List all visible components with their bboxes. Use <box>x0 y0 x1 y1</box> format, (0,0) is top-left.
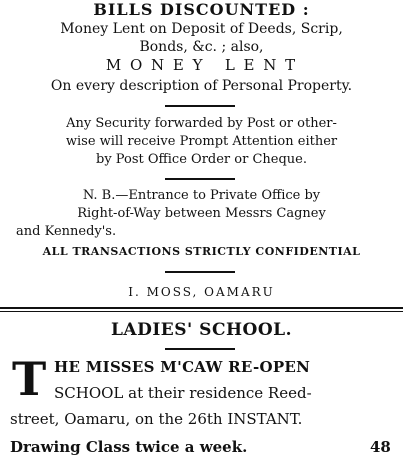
nb-line-2: Right-of-Way between Messrs Cagney <box>77 206 326 221</box>
security-line-1: Any Security forwarded by Post or other- <box>66 116 337 131</box>
school-line-3: street, Oamaru, on the 26th INSTANT. <box>10 410 303 428</box>
school-line-4: Drawing Class twice a week. <box>10 438 248 456</box>
security-line-2: wise will receive Prompt Attention either <box>65 134 338 149</box>
advertiser-signature: I. MOSS, OAMARU <box>128 285 275 299</box>
nb-line-3: and Kennedy's. <box>16 224 117 239</box>
confidential-line: ALL TRANSACTIONS STRICTLY CONFIDENTIAL <box>42 245 361 258</box>
nb-line-1: N. B.—Entrance to Private Office by <box>82 188 321 203</box>
drop-cap: T <box>12 352 47 406</box>
divider <box>165 178 235 180</box>
school-line-1: HE MISSES M'CAW RE-OPEN <box>54 358 311 376</box>
divider <box>165 348 235 350</box>
divider <box>165 271 235 273</box>
personal-property-line: On every description of Personal Property. <box>50 78 353 94</box>
money-lent-title: M O N E Y L E N T <box>105 56 298 74</box>
ad-number: 48 <box>370 438 391 456</box>
school-heading: LADIES' SCHOOL. <box>110 320 293 340</box>
divider <box>165 105 235 107</box>
column-rule <box>0 307 403 309</box>
bonds-line: Bonds, &c. ; also, <box>139 39 264 55</box>
column-rule <box>0 311 403 312</box>
bills-heading: BILLS DISCOUNTED : <box>93 0 310 19</box>
security-line-3: by Post Office Order or Cheque. <box>96 152 307 167</box>
money-lent-line: Money Lent on Deposit of Deeds, Scrip, <box>60 21 343 37</box>
school-line-2: SCHOOL at their residence Reed- <box>54 384 312 402</box>
